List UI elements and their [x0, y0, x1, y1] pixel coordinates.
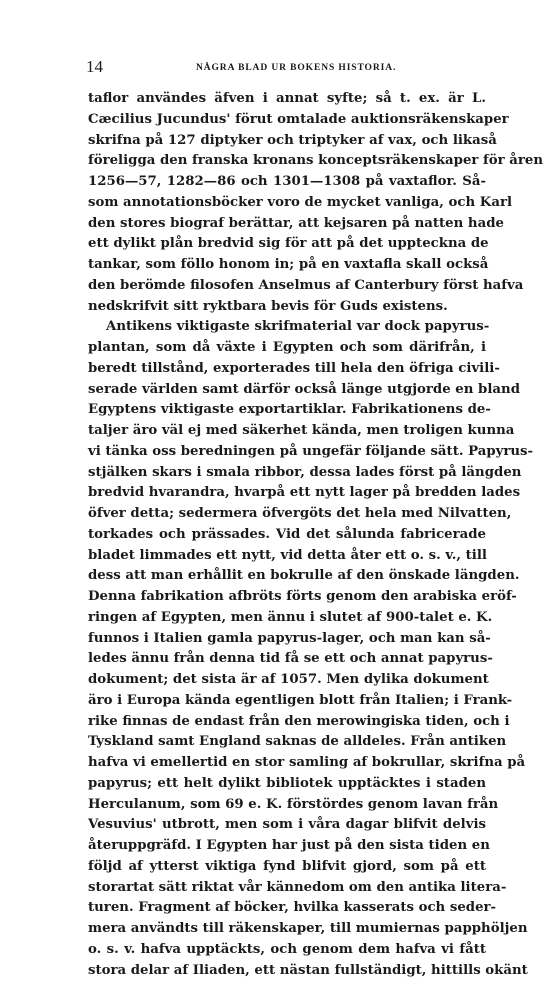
- text-line: tankar, som föllo honom in; på en vaxtafla skall också: [88, 255, 486, 276]
- text-line: taflor användes äfven i annat syfte; så t. ex. är L.: [88, 89, 486, 110]
- text-line: öfver detta; sedermera öfvergöts det hela med Nilvatten,: [88, 504, 486, 525]
- page-header: [86, 56, 486, 80]
- text-line: äro i Europa kända egentligen blott från Italien; i Frank-: [88, 691, 486, 712]
- text-line: föreligga den franska kronans konceptsräkenskaper för åren: [88, 151, 486, 172]
- text-line: stora delar af Iliaden, ett nästan fullständigt, hittills okänt: [88, 961, 486, 981]
- text-line: den berömde filosofen Anselmus af Canterbury först hafva: [88, 276, 486, 297]
- running-head: NÅGRA BLAD UR BOKENS HISTORIA.: [196, 61, 396, 75]
- paragraph-end-line: nedskrifvit sitt ryktbara bevis för Guds existens.: [88, 297, 486, 318]
- page-number: 14: [86, 56, 103, 78]
- text-line: följd af ytterst viktiga fynd blifvit gjord, som på ett: [88, 857, 486, 878]
- text-line: rike finnas de endast från den merowingiska tiden, och i: [88, 712, 486, 733]
- text-line: plantan, som då växte i Egypten och som därifrån, i: [88, 338, 486, 359]
- text-line: Denna fabrikation afbröts förts genom den arabiska eröf-: [88, 587, 486, 608]
- text-line: ledes ännu från denna tid få se ett och annat papyrus-: [88, 649, 486, 670]
- text-line: 1256—57, 1282—86 och 1301—1308 på vaxtaflor. Så-: [88, 172, 486, 193]
- text-line: funnos i Italien gamla papyrus-lager, och man kan så-: [88, 629, 486, 650]
- body-text: [88, 89, 486, 981]
- text-line: storartat sätt riktat vår kännedom om den antika litera-: [88, 878, 486, 899]
- text-line: beredt tillstånd, exporterades till hela den öfriga civili-: [88, 359, 486, 380]
- text-line: återuppgräfd. I Egypten har just på den sista tiden en: [88, 836, 486, 857]
- text-line: vi tänka oss beredningen på ungefär följande sätt. Papyrus-: [88, 442, 486, 463]
- text-line: torkades och prässades. Vid det sålunda fabricerade: [88, 525, 486, 546]
- text-line: papyrus; ett helt dylikt bibliotek upptäcktes i staden: [88, 774, 486, 795]
- text-line: ringen af Egypten, men ännu i slutet af 900-talet e. K.: [88, 608, 486, 629]
- text-line: skrifna på 127 diptyker och triptyker af vax, och likaså: [88, 131, 486, 152]
- text-line: dokument; det sista är af 1057. Men dylika dokument: [88, 670, 486, 691]
- text-line: dess att man erhållit en bokrulle af den önskade längden.: [88, 566, 486, 587]
- text-line: ett dylikt plån bredvid sig för att på det uppteckna de: [88, 234, 486, 255]
- text-line: bladet limmades ett nytt, vid detta åter ett o. s. v., till: [88, 546, 486, 567]
- text-line: serade världen samt därför också länge utgjorde en bland: [88, 380, 486, 401]
- text-line: Herculanum, som 69 e. K. förstördes genom lavan från: [88, 795, 486, 816]
- text-line: Vesuvius' utbrott, men som i våra dagar blifvit delvis: [88, 815, 486, 836]
- text-line: hafva vi emellertid en stor samling af bokrullar, skrifna på: [88, 753, 486, 774]
- text-line: den stores biograf berättar, att kejsaren på natten hade: [88, 214, 486, 235]
- text-line: Tyskland samt England saknas de alldeles. Från antiken: [88, 732, 486, 753]
- text-line: stjälken skars i smala ribbor, dessa lades först på längden: [88, 463, 486, 484]
- text-line: Cæcilius Jucundus' förut omtalade auktionsräkenskaper: [88, 110, 486, 131]
- text-line: mera användts till räkenskaper, till mumiernas papphöljen: [88, 919, 486, 940]
- text-line: turen. Fragment af böcker, hvilka kasserats och seder-: [88, 898, 486, 919]
- paragraph-start-line: Antikens viktigaste skrifmaterial var dock papyrus-: [88, 317, 486, 338]
- text-line: som annotationsböcker voro de mycket vanliga, och Karl: [88, 193, 486, 214]
- text-line: o. s. v. hafva upptäckts, och genom dem hafva vi fått: [88, 940, 486, 961]
- text-line: bredvid hvarandra, hvarpå ett nytt lager på bredden lades: [88, 483, 486, 504]
- text-line: Egyptens viktigaste exportartiklar. Fabrikationens de-: [88, 400, 486, 421]
- text-line: taljer äro väl ej med säkerhet kända, men troligen kunna: [88, 421, 486, 442]
